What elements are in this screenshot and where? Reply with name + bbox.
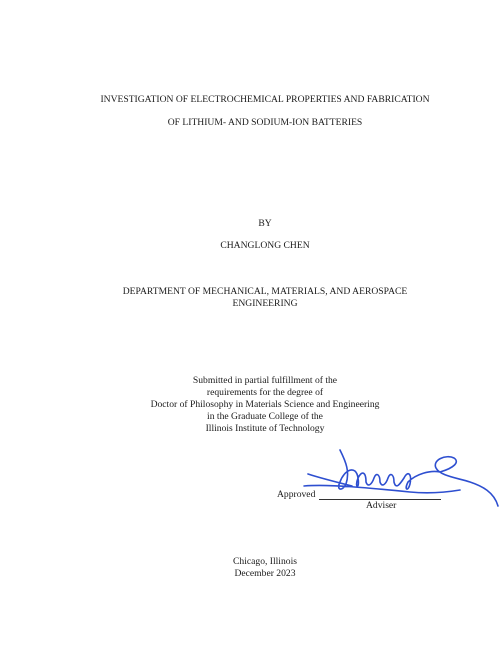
signature-stroke xyxy=(304,450,498,506)
approved-label: Approved xyxy=(277,489,316,500)
author-name: CHANGLONG CHEN xyxy=(220,240,310,251)
title-line-2: OF LITHIUM- AND SODIUM-ION BATTERIES xyxy=(167,117,363,128)
adviser-label: Adviser xyxy=(366,500,397,511)
submission-line-2: requirements for the degree of xyxy=(206,387,324,398)
submission-line-5: Illinois Institute of Technology xyxy=(205,423,325,434)
department-line-1: DEPARTMENT OF MECHANICAL, MATERIALS, AND AEROSPACE xyxy=(122,286,408,297)
submission-line-1: Submitted in partial fulfillment of the xyxy=(192,375,338,386)
submission-line-4: in the Graduate College of the xyxy=(207,411,323,422)
department-line-2: ENGINEERING xyxy=(232,298,298,309)
title-line-1: INVESTIGATION OF ELECTROCHEMICAL PROPERTIES AND FABRICATION xyxy=(100,94,430,105)
date: December 2023 xyxy=(234,568,296,579)
submission-line-3: Doctor of Philosophy in Materials Science and Engineering xyxy=(150,399,380,410)
location: Chicago, Illinois xyxy=(233,556,297,567)
by-label: BY xyxy=(258,218,272,229)
adviser-signature xyxy=(300,440,500,520)
